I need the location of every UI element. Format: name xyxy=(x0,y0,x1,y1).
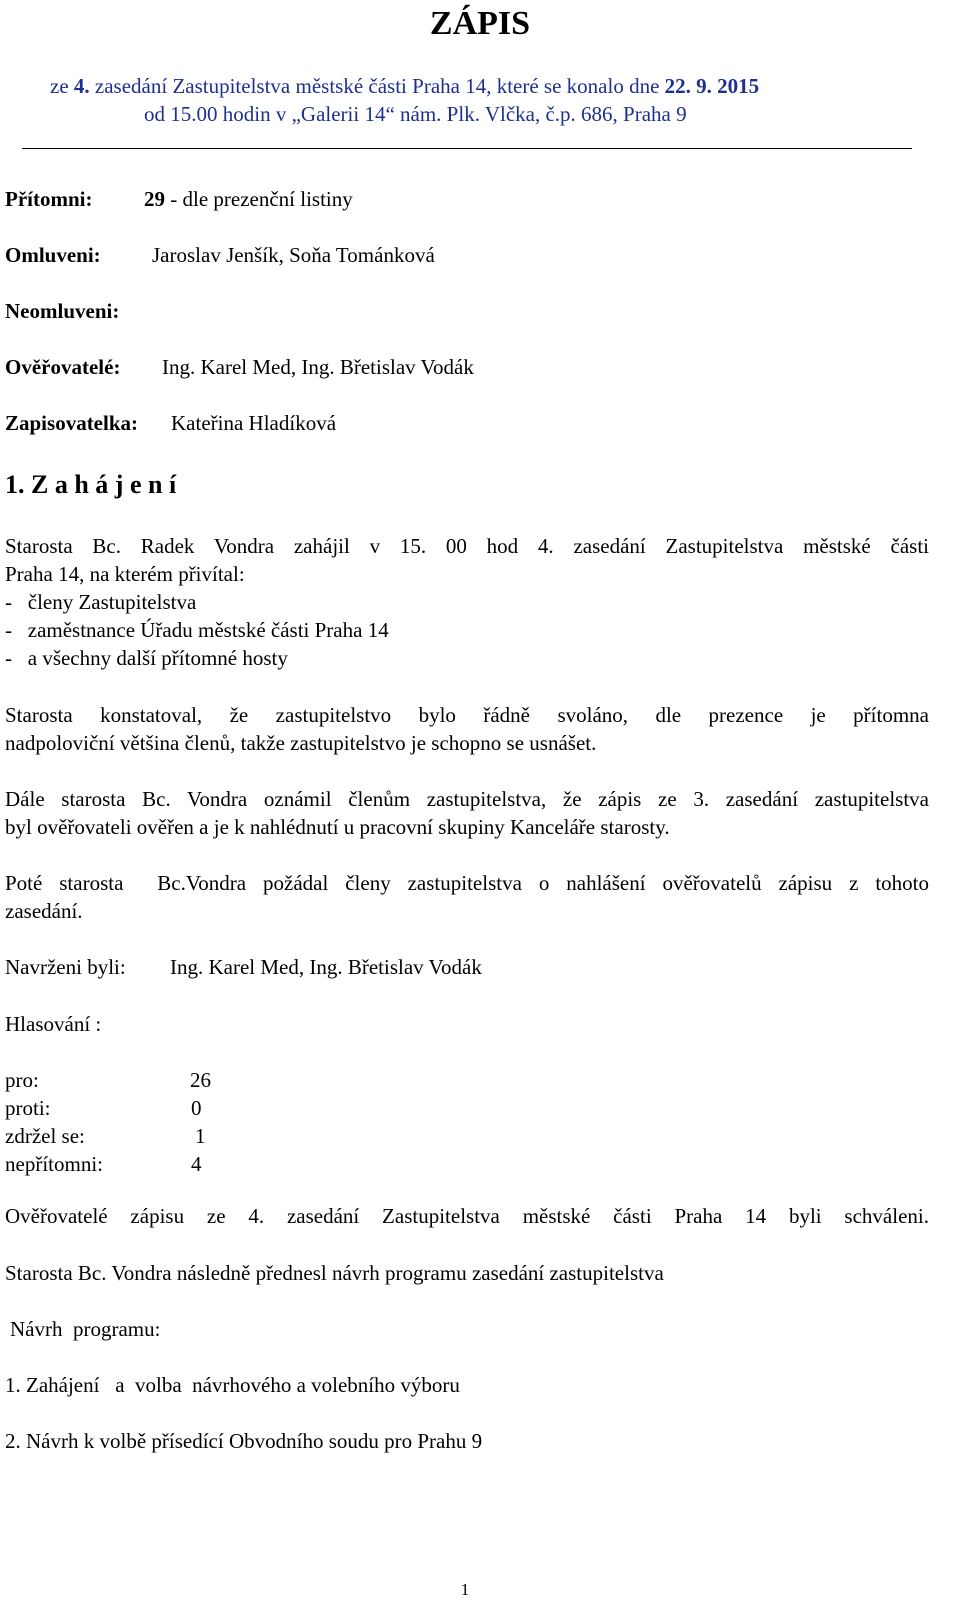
approval-line: Ověřovatelé zápisu ze 4. zasedání Zastupitelstva městské části Praha 14 byli schváleni. xyxy=(5,1204,929,1228)
program-intro: Starosta Bc. Vondra následně přednesl návrh programu zasedání zastupitelstva xyxy=(5,1261,664,1285)
vote-row-value: 4 xyxy=(191,1152,202,1176)
welcome-bullet: - zaměstnance Úřadu městské části Praha 14 xyxy=(5,618,389,642)
section-1-heading: 1. Z a h á j e n í xyxy=(5,470,177,499)
present-label: Přítomni: xyxy=(5,187,93,211)
vote-row-value: 0 xyxy=(191,1096,202,1120)
vote-row-label: proti: xyxy=(5,1096,51,1120)
present-note: - dle prezenční listiny xyxy=(165,187,353,211)
excused-value: Jaroslav Jenšík, Soňa Tománková xyxy=(152,243,435,267)
recorder-value: Kateřina Hladíková xyxy=(171,411,337,435)
welcome-bullet: - členy Zastupitelstva xyxy=(5,590,197,614)
meeting-number: 4. xyxy=(73,74,90,98)
program-item: 2. Návrh k volbě přísedící Obvodního soudu pro Prahu 9 xyxy=(5,1429,483,1453)
program-item: 1. Zahájení a volba návrhového a volebního výboru xyxy=(5,1373,460,1397)
previous-minutes-line-2: byl ověřovateli ověřen a je k nahlédnutí u pracovní skupiny Kanceláře starosty. xyxy=(5,815,670,839)
welcome-bullet: - a všechny další přítomné hosty xyxy=(5,646,288,670)
previous-minutes-line-1: Dále starosta Bc. Vondra oznámil členům zastupitelstva, že zápis ze 3. zasedání zastupitelstva xyxy=(5,787,929,811)
header-divider xyxy=(22,148,912,149)
unexcused-label: Neomluveni: xyxy=(5,299,120,323)
page-number: 1 xyxy=(460,1580,470,1599)
present-count: 29 xyxy=(144,187,165,211)
verifier-request-line-1: Poté starosta Bc.Vondra požádal členy zastupitelstva o nahlášení ověřovatelů zápisu z tohoto xyxy=(5,871,929,895)
verifiers-value: Ing. Karel Med, Ing. Břetislav Vodák xyxy=(162,355,474,379)
subtitle-prefix: ze xyxy=(50,74,74,98)
proposed-label: Navrženi byli: xyxy=(5,955,126,979)
vote-row-value: 1 xyxy=(195,1124,206,1148)
program-label: Návrh programu: xyxy=(10,1317,161,1341)
verifier-request-line-2: zasedání. xyxy=(5,899,83,923)
subtitle-line-1 xyxy=(50,72,759,100)
verifiers-label: Ověřovatelé: xyxy=(5,355,121,379)
excused-label: Omluveni: xyxy=(5,243,101,267)
proposed-value: Ing. Karel Med, Ing. Břetislav Vodák xyxy=(170,955,482,979)
document-title: ZÁPIS xyxy=(429,5,531,42)
subtitle-line-2: od 15.00 hodin v „Galerii 14“ nám. Plk. Vlčka, č.p. 686, Praha 9 xyxy=(144,102,687,126)
quorum-line-2: nadpoloviční většina členů, takže zastupitelstvo je schopno se usnášet. xyxy=(5,731,597,755)
vote-row-label: nepřítomni: xyxy=(5,1152,103,1176)
opening-line-1: Starosta Bc. Radek Vondra zahájil v 15. 00 hod 4. zasedání Zastupitelstva městské části xyxy=(5,534,929,558)
vote-row-label: zdržel se: xyxy=(5,1124,85,1148)
present-value xyxy=(144,185,353,213)
vote-row-value: 26 xyxy=(190,1068,211,1092)
recorder-label: Zapisovatelka: xyxy=(5,411,139,435)
opening-line-2: Praha 14, na kterém přivítal: xyxy=(5,562,245,586)
meeting-date: 22. 9. 2015 xyxy=(664,74,760,98)
vote-row-label: pro: xyxy=(5,1068,39,1092)
voting-label: Hlasování : xyxy=(5,1012,102,1036)
quorum-line-1: Starosta konstatoval, že zastupitelstvo bylo řádně svoláno, dle prezence je přítomna xyxy=(5,703,929,727)
subtitle-middle: zasedání Zastupitelstva městské části Praha 14, které se konalo dne xyxy=(89,74,665,98)
